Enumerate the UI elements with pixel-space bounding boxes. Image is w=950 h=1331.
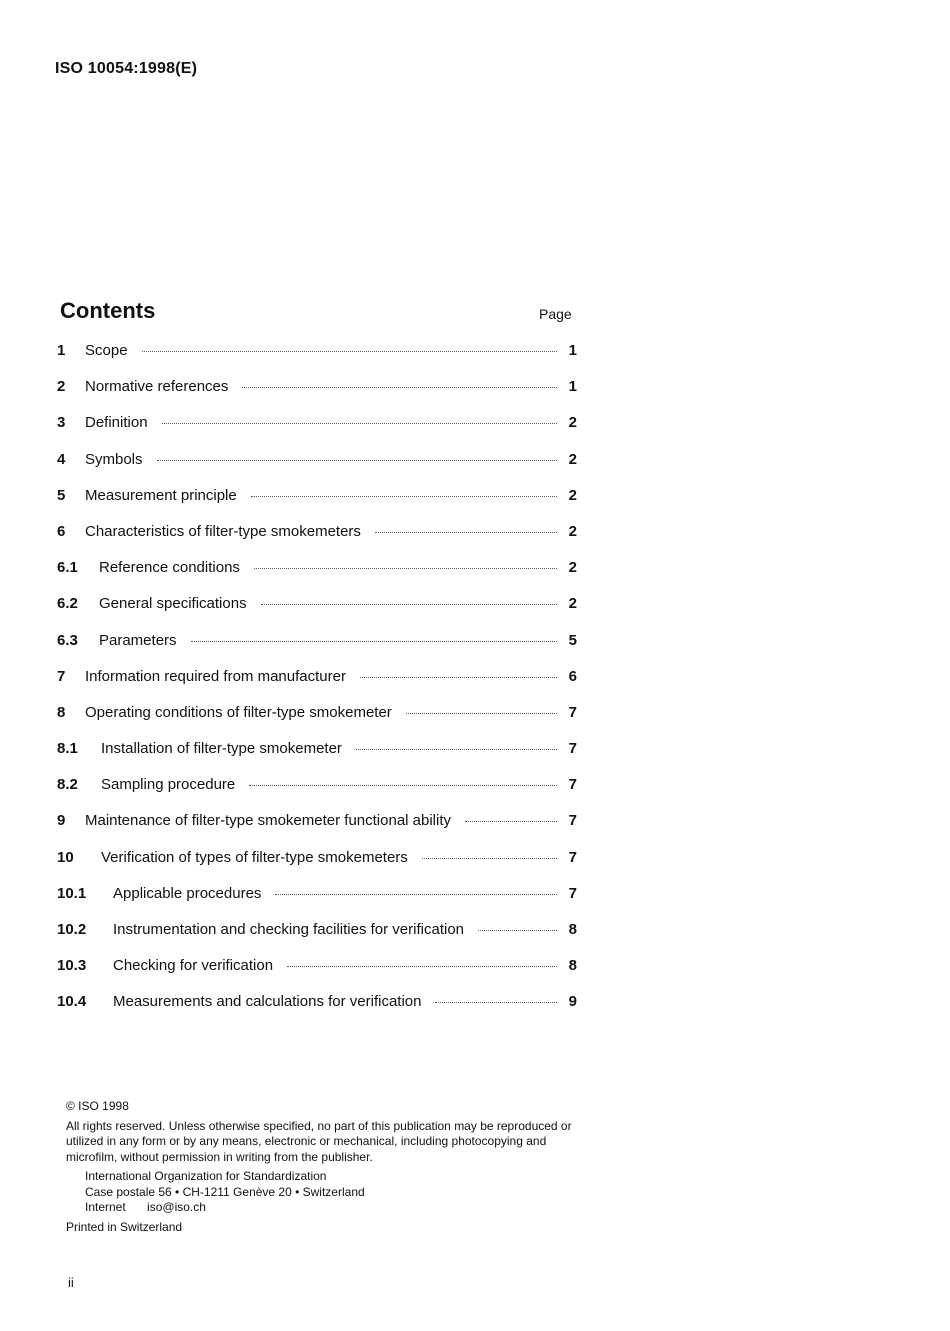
- toc-entry-number: 10.1: [57, 884, 87, 902]
- leader-dots: [254, 568, 557, 569]
- toc-entry[interactable]: [57, 656, 577, 692]
- toc-entry-title: Symbols: [85, 450, 143, 468]
- leader-dots: [251, 496, 557, 497]
- leader-dots: [465, 821, 557, 822]
- toc-entry-page: 1: [568, 378, 577, 396]
- leader-dots: [142, 351, 557, 352]
- toc-entry-title: Instrumentation and checking facilities for verification: [113, 921, 465, 938]
- leader-dots: [249, 785, 557, 786]
- toc-entry-number: 6: [57, 522, 66, 540]
- toc-entry-title: Verification of types of filter-type smokemeters: [101, 848, 408, 866]
- toc-entry-number: 6.3: [57, 631, 78, 649]
- organization-name: International Organization for Standardization: [85, 1169, 327, 1183]
- toc-entry[interactable]: [57, 764, 577, 800]
- leader-dots: [242, 387, 557, 388]
- toc-entry-number: 10: [57, 848, 74, 866]
- toc-entry[interactable]: [57, 728, 577, 764]
- toc-entry[interactable]: [57, 800, 577, 836]
- toc-entry-page: 5: [568, 631, 577, 649]
- publisher-address: [85, 1169, 596, 1216]
- page-column-label: Page: [539, 306, 572, 322]
- toc-entry-title: Checking for verification: [113, 957, 274, 975]
- toc-entry-page: 2: [568, 522, 577, 540]
- toc-entry-number: 1: [57, 342, 66, 359]
- contents-heading: Contents: [60, 298, 156, 323]
- toc-entry[interactable]: [57, 945, 577, 981]
- leader-dots: [157, 460, 557, 461]
- toc-entry[interactable]: [57, 439, 577, 475]
- toc-entry-page: 7: [568, 848, 577, 866]
- leader-dots: [356, 749, 557, 750]
- toc-entry-number: 8.1: [57, 740, 78, 758]
- toc-entry-page: 2: [568, 486, 577, 504]
- internet-label: Internet: [85, 1200, 126, 1214]
- leader-dots: [162, 423, 557, 424]
- toc-entry-number: 8: [57, 703, 66, 721]
- toc-entry[interactable]: [57, 475, 577, 511]
- leader-dots: [191, 641, 557, 642]
- toc-entry-page: 7: [568, 703, 577, 721]
- toc-entry-title: Characteristics of filter-type smokemeters: [85, 522, 361, 540]
- copyright-line: © ISO 1998: [66, 1099, 129, 1113]
- toc-entry[interactable]: [57, 837, 577, 873]
- toc-entry-number: 6.1: [57, 559, 78, 577]
- toc-entry-number: 3: [57, 414, 66, 432]
- toc-entry[interactable]: [57, 692, 577, 728]
- toc-entry-number: 6.2: [57, 595, 78, 613]
- toc-entry[interactable]: [57, 366, 577, 402]
- toc-entry-title: Definition: [85, 414, 148, 432]
- leader-dots: [360, 677, 557, 678]
- toc-entry-number: 9: [57, 812, 66, 830]
- internet-address: iso@iso.ch: [147, 1200, 206, 1214]
- toc-entry[interactable]: [57, 547, 577, 583]
- printed-location: Printed in Switzerland: [66, 1219, 183, 1234]
- toc-entry-title: Normative references: [85, 378, 229, 396]
- toc-entry-title: Information required from manufacturer: [85, 667, 346, 685]
- toc-entry-title: Operating conditions of filter-type smokemeter: [85, 703, 392, 721]
- toc-entry[interactable]: [57, 511, 577, 547]
- table-of-contents: [57, 330, 577, 1018]
- toc-entry-number: 4: [57, 450, 66, 468]
- copyright-block: [66, 1099, 596, 1235]
- toc-entry[interactable]: [57, 873, 577, 909]
- toc-entry-page: 1: [568, 342, 577, 359]
- toc-entry-number: 2: [57, 378, 66, 396]
- toc-entry-title: Measurements and calculations for verification: [113, 993, 422, 1011]
- toc-entry-page: 7: [568, 776, 577, 794]
- toc-entry-page: 2: [568, 414, 577, 432]
- page-folio: ii: [68, 1275, 74, 1290]
- toc-entry-number: 7: [57, 667, 66, 685]
- toc-entry[interactable]: [57, 620, 577, 656]
- toc-entry-title: Applicable procedures: [113, 884, 262, 902]
- toc-entry-number: 10.4: [57, 993, 87, 1011]
- leader-dots: [422, 858, 557, 859]
- toc-entry-title: Measurement principle: [85, 486, 237, 504]
- toc-entry-page: 8: [568, 921, 577, 938]
- toc-entry-page: 6: [568, 667, 577, 685]
- toc-entry-number: 8.2: [57, 776, 78, 794]
- toc-entry-page: 7: [568, 740, 577, 758]
- leader-dots: [406, 713, 557, 714]
- toc-entry-page: 2: [568, 450, 577, 468]
- leader-dots: [375, 532, 557, 533]
- leader-dots: [261, 604, 557, 605]
- leader-dots: [287, 966, 557, 967]
- toc-entry-page: 9: [568, 993, 577, 1011]
- rights-notice: All rights reserved. Unless otherwise specified, no part of this publication may be reproduced or utilized in any form or by any means, electronic or mechanical, including photocopying and microfilm, without permission in writing from the publisher.: [66, 1118, 572, 1164]
- toc-entry-page: 8: [568, 957, 577, 975]
- toc-entry-title: General specifications: [99, 595, 247, 613]
- toc-entry-title: Maintenance of filter-type smokemeter functional ability: [85, 812, 452, 830]
- toc-entry-page: 2: [568, 595, 577, 613]
- toc-entry-title: Scope: [85, 342, 128, 359]
- toc-entry-title: Reference conditions: [99, 559, 240, 577]
- toc-entry[interactable]: [57, 909, 577, 945]
- toc-entry-number: 10.2: [57, 921, 87, 938]
- toc-entry[interactable]: [57, 330, 577, 366]
- toc-entry-title: Parameters: [99, 631, 177, 649]
- leader-dots: [478, 930, 557, 931]
- toc-entry[interactable]: [57, 583, 577, 619]
- leader-dots: [435, 1002, 557, 1003]
- leader-dots: [275, 894, 557, 895]
- postal-address: Case postale 56 • CH-1211 Genève 20 • Switzerland: [85, 1184, 365, 1199]
- toc-entry-title: Sampling procedure: [101, 776, 236, 794]
- toc-entry-number: 5: [57, 486, 66, 504]
- toc-entry-page: 7: [568, 812, 577, 830]
- internet-row: [85, 1200, 596, 1216]
- toc-entry-title: Installation of filter-type smokemeter: [101, 740, 342, 758]
- toc-entry-page: 2: [568, 559, 577, 577]
- toc-entry[interactable]: [57, 981, 577, 1017]
- document-identifier: ISO 10054:1998(E): [55, 60, 198, 77]
- toc-entry[interactable]: [57, 402, 577, 438]
- toc-entry-number: 10.3: [57, 957, 87, 975]
- toc-entry-page: 7: [568, 884, 577, 902]
